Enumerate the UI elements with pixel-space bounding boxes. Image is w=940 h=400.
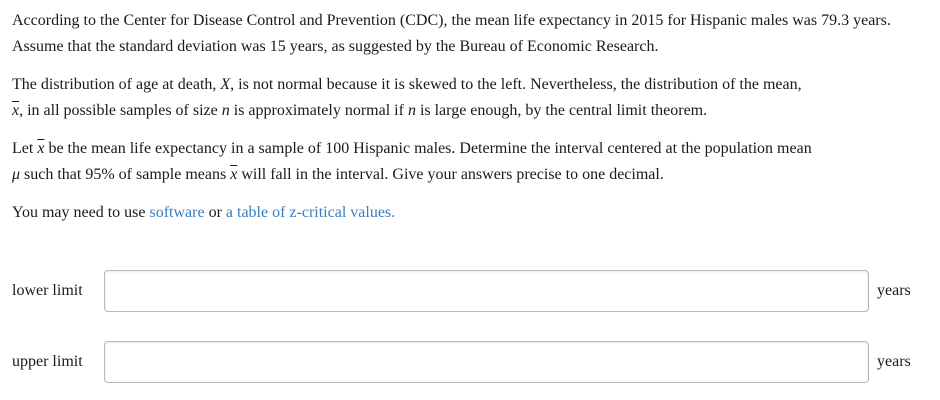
- lower-limit-input[interactable]: [104, 270, 869, 312]
- p2-text-d: is approximately normal if: [229, 102, 408, 119]
- problem-paragraph-3: [12, 136, 924, 188]
- variable-xbar-p3-2: $\overline{x}$: [230, 166, 238, 183]
- variable-X: X: [220, 76, 231, 93]
- problem-statement: [12, 8, 924, 238]
- problem-paragraph-1: [12, 8, 924, 60]
- p1-text: According to the Center for Disease Control and Prevention (CDC), the mean life expectancy in 2015 for Hispanic males was 79.3 years. Assume that the standard deviation was 15 years, as suggested by the Bureau of Economic Research.: [12, 12, 891, 55]
- p2-text-c: , in all possible samples of size: [19, 102, 222, 119]
- p4-text-b: or: [204, 204, 226, 221]
- variable-n-2: n: [407, 102, 416, 119]
- problem-paragraph-2: [12, 72, 924, 124]
- upper-limit-row: [12, 340, 928, 384]
- variable-n: n: [221, 102, 230, 119]
- software-link[interactable]: software: [149, 204, 205, 221]
- p3-text-b: be the mean life expectancy in a sample of 100 Hispanic males. Determine the interval centered at the population mean: [44, 140, 812, 157]
- p3-text-a: Let: [12, 140, 38, 157]
- p3-text-d: will fall in the interval. Give your answers precise to one decimal.: [237, 166, 664, 183]
- p2-text-b: , is not normal because it is skewed to the left. Nevertheless, the distribution of the mean,: [230, 76, 802, 93]
- upper-limit-unit: years: [877, 353, 911, 370]
- z-table-link[interactable]: a table of z-critical values.: [225, 204, 396, 221]
- variable-xbar-p3: $\overline{x}$: [37, 140, 45, 157]
- variable-mu: μ: [12, 166, 21, 183]
- problem-paragraph-4: [12, 200, 924, 226]
- p4-text-a: You may need to use: [12, 204, 150, 221]
- p2-text-e: is large enough, by the central limit theorem.: [415, 102, 708, 119]
- variable-xbar: $\overline{x}$: [12, 102, 20, 119]
- lower-limit-row: [12, 269, 928, 313]
- p2-text-a: The distribution of age at death,: [12, 76, 221, 93]
- p3-text-c: such that 95% of sample means: [20, 166, 231, 183]
- upper-limit-label: upper limit: [12, 353, 83, 370]
- lower-limit-label: lower limit: [12, 282, 83, 299]
- upper-limit-input[interactable]: [104, 341, 869, 383]
- lower-limit-unit: years: [877, 282, 911, 299]
